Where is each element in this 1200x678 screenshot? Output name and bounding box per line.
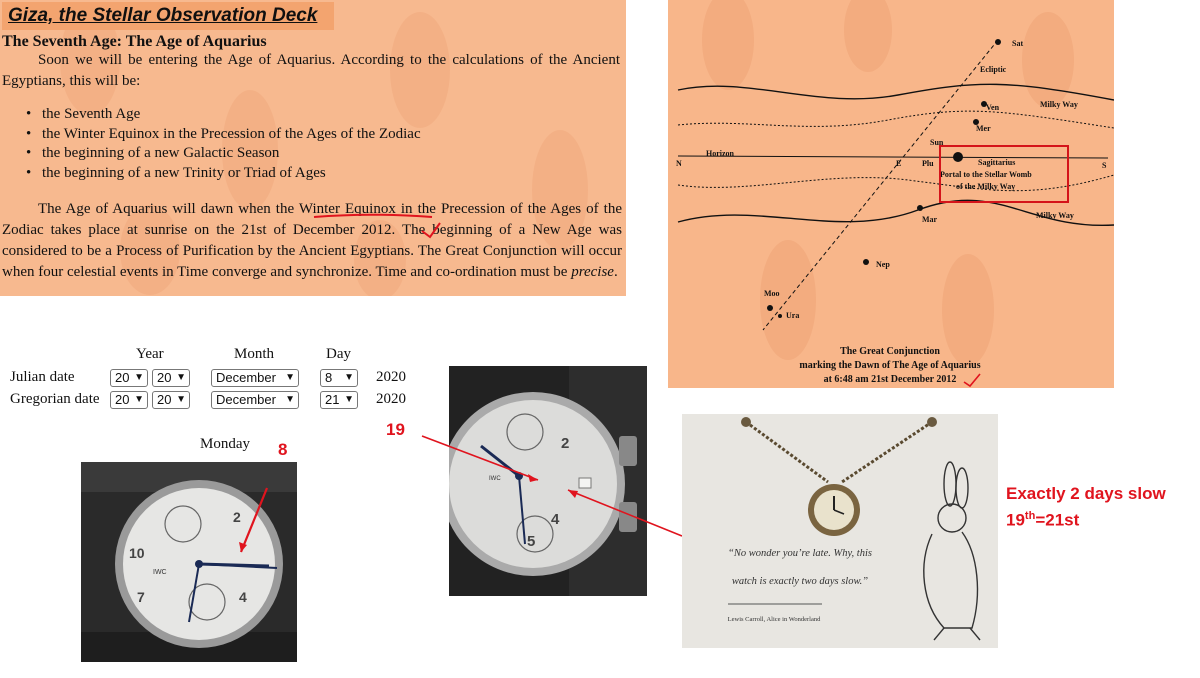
dial-number: 4 (551, 511, 560, 528)
label-nep: Nep (876, 260, 890, 269)
dial-number: 2 (561, 435, 570, 452)
gregorian-day-select[interactable] (320, 391, 358, 409)
label-sagittarius: Sagittarius (978, 158, 1016, 167)
select-value: December (216, 392, 276, 407)
label-e: E (896, 159, 902, 168)
annotation-19: 19 (386, 420, 405, 439)
select-value: 8 (325, 370, 333, 385)
label-ecliptic: Ecliptic (980, 65, 1007, 74)
chevron-down-icon: ▼ (344, 394, 354, 405)
select-value: 20 (157, 392, 172, 407)
slow-num: 19 (1006, 510, 1025, 530)
bullet-list (26, 105, 421, 183)
chevron-down-icon: ▼ (285, 372, 295, 383)
emphasis-text: precise (571, 264, 614, 280)
chevron-down-icon: ▼ (176, 372, 186, 383)
alice-card-photo (682, 414, 998, 648)
list-item: • the beginning of a new Galactic Season (26, 144, 421, 164)
chevron-down-icon: ▼ (285, 394, 295, 405)
select-value: 21 (325, 392, 340, 407)
map-caption-3: at 6:48 am 21st December 2012 (823, 374, 957, 385)
card-quote-line2: watch is exactly two days slow.” (731, 576, 869, 587)
section-heading: The Seventh Age: The Age of Aquarius (2, 33, 267, 50)
dial-number: 5 (527, 533, 536, 550)
label-milky-way-1: Milky Way (1040, 100, 1078, 109)
dial-number: 2 (233, 509, 241, 525)
slow-sup: th (1024, 510, 1036, 522)
card-quote-line1: “No wonder you’re late. Why, this (728, 548, 872, 559)
annotation-slow-line2 (1006, 510, 1079, 531)
chevron-down-icon: ▼ (134, 372, 144, 383)
label-ven: Ven (986, 103, 1000, 112)
year-header: Year (136, 346, 164, 362)
body-text-end: . (613, 264, 618, 280)
annotation-arrows (420, 432, 700, 542)
chevron-down-icon: ▼ (134, 394, 144, 405)
gregorian-year-text: 2020 (376, 391, 406, 407)
julian-day-select[interactable] (320, 369, 358, 387)
chevron-down-icon: ▼ (176, 394, 186, 405)
julian-year-text: 2020 (376, 369, 406, 385)
gregorian-month-select[interactable] (211, 391, 299, 409)
select-value: 20 (115, 392, 130, 407)
label-sat: Sat (1012, 39, 1024, 48)
label-milky-way-2: Milky Way (1036, 211, 1074, 220)
day-header: Day (326, 346, 351, 362)
label-portal-1: Portal to the Stellar Womb (940, 170, 1032, 179)
gregorian-century-select[interactable] (110, 391, 148, 409)
great-conjunction-map (668, 0, 1114, 388)
label-s: S (1102, 161, 1107, 170)
chevron-down-icon: ▼ (344, 372, 354, 383)
article-panel (0, 0, 626, 296)
watch-photo-left (81, 462, 297, 662)
slow-rest: =21st (1035, 510, 1080, 530)
label-plu: Plu (922, 159, 934, 168)
label-portal-2: of the Milky Way (956, 182, 1016, 191)
gregorian-date-label: Gregorian date (10, 391, 100, 407)
month-header: Month (234, 346, 275, 362)
select-value: 20 (157, 370, 172, 385)
map-caption-2: marking the Dawn of The Age of Aquarius (799, 360, 981, 371)
julian-date-label: Julian date (10, 369, 75, 385)
julian-century-select[interactable] (110, 369, 148, 387)
label-mer: Mer (976, 124, 991, 133)
annotation-slow-line1: Exactly 2 days slow (1006, 484, 1166, 503)
dial-number: 10 (129, 545, 145, 561)
list-item: • the beginning of a new Trinity or Triad of Ages (26, 164, 421, 184)
label-horizon: Horizon (706, 149, 734, 158)
site-title[interactable]: Giza, the Stellar Observation Deck (2, 2, 334, 30)
label-moo: Moo (764, 289, 780, 298)
map-caption-1: The Great Conjunction (840, 346, 940, 357)
list-item: • the Winter Equinox in the Precession of the Ages of the Zodiac (26, 125, 421, 145)
watch-brand: IWC (489, 476, 501, 482)
label-ura: Ura (786, 311, 800, 320)
gregorian-decade-select[interactable] (152, 391, 190, 409)
card-attribution: Lewis Carroll, Alice in Wonderland (727, 616, 821, 623)
select-value: December (216, 370, 276, 385)
intro-paragraph: Soon we will be entering the Age of Aquarius. According to the calculations of the Ancient Egyptians, this will be: (2, 52, 620, 89)
label-mar: Mar (922, 215, 938, 224)
watch-brand: IWC (153, 569, 167, 576)
label-n: N (676, 159, 682, 168)
dial-number: 4 (239, 589, 247, 605)
list-item: • the Seventh Age (26, 105, 421, 125)
red-underline-annotation (312, 213, 472, 243)
select-value: 20 (115, 370, 130, 385)
julian-decade-select[interactable] (152, 369, 190, 387)
annotation-8: 8 (278, 440, 288, 459)
body-text: The Age of Aquarius will dawn when the Winter Equinox in the Precession of the Ages of the Zodiac takes place at sunrise on the 21st of December 2012. The beginning of a New Age was considered to be a Process of Purification by the Ancient Egyptians. The Great Conjunction will occur when four celestial events in Time converge and synchronize. Time and co-ordination must be (2, 201, 622, 280)
label-sun: Sun (930, 138, 944, 147)
dial-number: 7 (137, 589, 145, 605)
julian-month-select[interactable] (211, 369, 299, 387)
weekday-text: Monday (200, 436, 250, 452)
